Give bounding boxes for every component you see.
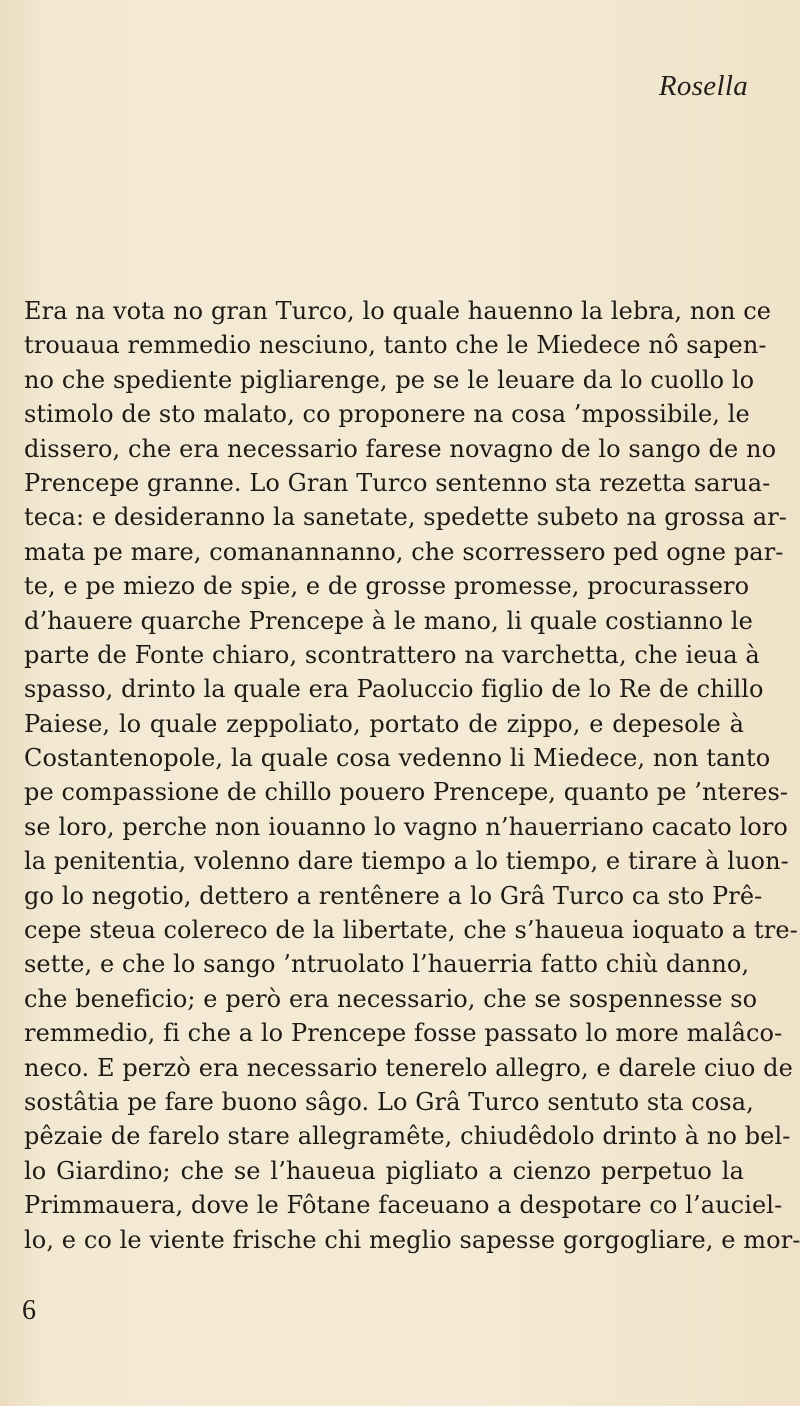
text-line: sostâtia pe fare buono sâgo. Lo Grâ Turco sentuto sta cosa, <box>24 1087 754 1116</box>
text-line: remmedio, fi che a lo Prencepe fosse passato lo more malâco- <box>24 1019 783 1048</box>
text-line: no che spediente pigliarenge, pe se le leuare da lo cuollo lo <box>24 365 755 394</box>
text-line: parte de Fonte chiaro, scontrattero na varchetta, che ieua à <box>24 640 760 669</box>
text-line: Prencepe granne. Lo Gran Turco sentenno sta rezetta sarua- <box>24 468 771 497</box>
text-line: stimolo de sto malato, co proponere na cosa ’mpossibile, le <box>24 400 750 429</box>
text-line: lo Giardino; che se l’haueua pigliato a cienzo perpetuo la <box>24 1156 744 1185</box>
text-line: teca: e desideranno la sanetate, spedette subeto na grossa ar- <box>24 503 787 532</box>
text-line: se loro, perche non iouanno lo vagno n’hauerriano cacato loro <box>24 812 788 841</box>
body-paragraph <box>24 294 800 1257</box>
page-number: 6 <box>22 1295 36 1326</box>
text-line: la penitentia, volenno dare tiempo a lo tiempo, e tirare à luon- <box>24 847 789 876</box>
text-line: che beneficio; e però era necessario, che se sospennesse so <box>24 984 758 1013</box>
text-line: sette, e che lo sango ’ntruolato l’hauerria fatto chiù danno, <box>24 950 750 979</box>
running-title: Rosella <box>658 70 748 102</box>
text-line: te, e pe miezo de spie, e de grosse promesse, procurassero <box>24 572 750 601</box>
text-line: pe compassione de chillo pouero Prencepe, quanto pe ’nteres- <box>24 778 789 807</box>
text-line: go lo negotio, dettero a rentênere a lo Grâ Turco ca sto Prê- <box>24 881 763 910</box>
text-line: Primmauera, dove le Fôtane faceuano a despotare co l’auciel- <box>24 1191 783 1220</box>
text-line: dissero, che era necessario farese novagno de lo sango de no <box>24 434 777 463</box>
text-line: lo, e co le viente frische chi meglio sapesse gorgogliare, e mor- <box>24 1225 800 1254</box>
text-line: trouaua remmedio nesciuno, tanto che le Miedece nô sapen- <box>24 331 767 360</box>
text-line: d’hauere quarche Prencepe à le mano, li quale costianno le <box>24 606 753 635</box>
text-line: Costantenopole, la quale cosa vedenno li Miedece, non tanto <box>24 744 771 773</box>
text-line: pêzaie de farelo stare allegramête, chiudêdolo drinto à no bel- <box>24 1122 791 1151</box>
text-line: cepe steua colereco de la libertate, che s’haueua ioquato a tre- <box>24 916 798 945</box>
text-line: spasso, drinto la quale era Paoluccio figlio de lo Re de chillo <box>24 675 764 704</box>
text-line: Era na vota no gran Turco, lo quale hauenno la lebra, non ce <box>24 297 772 325</box>
text-line: Paiese, lo quale zeppoliato, portato de zippo, e depesole à <box>24 709 744 738</box>
text-line: mata pe mare, comanannanno, che scorressero ped ogne par- <box>24 537 784 566</box>
text-line: neco. E perzò era necessario tenerelo allegro, e darele ciuo de <box>24 1053 793 1082</box>
